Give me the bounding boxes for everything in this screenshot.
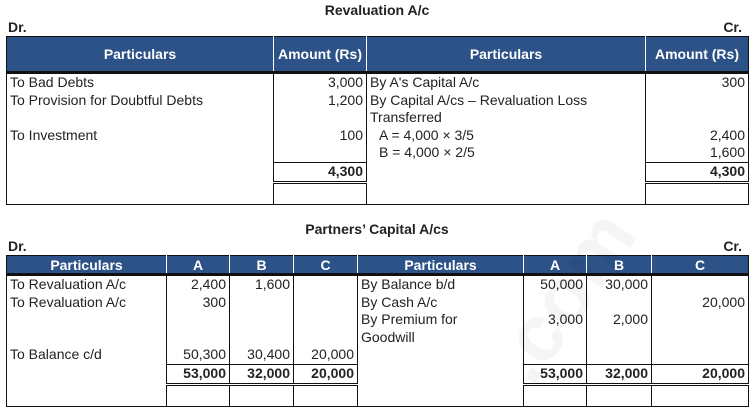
particulars-cell: By Capital A/cs – Revaluation Loss xyxy=(367,92,646,110)
revaluation-title: Revaluation A/c xyxy=(324,2,430,18)
amount-cell: 300 xyxy=(646,73,749,92)
amount-cell: 1,200 xyxy=(274,92,367,110)
amount-cell: 1,600 xyxy=(230,275,294,294)
totals-row xyxy=(7,364,749,384)
amount-cell: 20,000 xyxy=(652,364,749,384)
table-row xyxy=(7,294,749,312)
amount-cell xyxy=(587,346,652,364)
amount-cell: 50,300 xyxy=(167,346,230,364)
amount-cell xyxy=(652,346,749,364)
revaluation-dr-label: Dr. xyxy=(8,19,27,35)
particulars-cell xyxy=(358,364,524,384)
amount-cell: 3,000 xyxy=(524,311,587,329)
particulars-cell: To Revaluation A/c xyxy=(10,293,126,310)
amount-cell: 300 xyxy=(167,294,230,312)
particulars-cell xyxy=(7,384,167,406)
amount-cell xyxy=(652,311,749,329)
revaluation-header-2: Particulars xyxy=(367,37,646,73)
particulars-cell: By Balance b/d xyxy=(358,275,524,294)
table-row xyxy=(7,182,749,204)
amount-cell: 20,000 xyxy=(652,294,749,312)
amount-cell: 30,400 xyxy=(230,346,294,364)
revaluation-cr-label: Cr. xyxy=(723,19,742,35)
amount-cell: 3,000 xyxy=(274,73,367,92)
amount-cell xyxy=(230,294,294,312)
capital-cr-label: Cr. xyxy=(723,238,742,254)
table-row xyxy=(7,329,749,347)
particulars-cell: To Provision for Doubtful Debts xyxy=(10,91,203,108)
amount-cell: 32,000 xyxy=(587,364,652,384)
capital-dr-label: Dr. xyxy=(8,238,27,254)
table-row xyxy=(7,92,749,110)
amount-cell xyxy=(587,384,652,406)
table-row xyxy=(7,384,749,406)
revaluation-account-table xyxy=(6,36,749,205)
table-row xyxy=(7,109,749,127)
amount-cell: 32,000 xyxy=(230,364,294,384)
capital-header-6: B xyxy=(587,256,652,275)
amount-cell: 53,000 xyxy=(524,364,587,384)
particulars-cell: To Investment xyxy=(10,126,98,143)
particulars-cell: By Cash A/c xyxy=(358,294,524,312)
revaluation-header-0: Particulars xyxy=(7,37,274,73)
amount-cell xyxy=(646,182,749,204)
particulars-cell: To Balance c/d xyxy=(10,346,102,363)
amount-cell xyxy=(230,311,294,329)
table-row xyxy=(7,346,749,364)
amount-cell xyxy=(652,329,749,347)
amount-cell xyxy=(274,109,367,127)
particulars-cell: Goodwill xyxy=(358,329,524,347)
amount-cell xyxy=(294,329,358,347)
amount-cell xyxy=(294,275,358,294)
particulars-cell xyxy=(7,162,274,182)
particulars-cell xyxy=(7,311,167,329)
table-row xyxy=(7,311,749,329)
amount-cell xyxy=(294,311,358,329)
amount-cell: 100 xyxy=(274,127,367,145)
amount-cell xyxy=(167,311,230,329)
capital-header-1: A xyxy=(167,256,230,275)
amount-cell: 1,600 xyxy=(646,144,749,162)
amount-cell: 20,000 xyxy=(294,346,358,364)
amount-cell xyxy=(230,329,294,347)
particulars-cell: By A's Capital A/c xyxy=(367,73,646,92)
table-row xyxy=(7,127,749,145)
amount-cell: 30,000 xyxy=(587,275,652,294)
capital-header-0: Particulars xyxy=(7,256,167,275)
amount-cell xyxy=(652,384,749,406)
particulars-cell xyxy=(358,384,524,406)
amount-cell: 50,000 xyxy=(524,275,587,294)
revaluation-header-1: Amount (Rs) xyxy=(274,37,367,73)
capital-header-7: C xyxy=(652,256,749,275)
amount-cell xyxy=(294,294,358,312)
amount-cell: 20,000 xyxy=(294,364,358,384)
amount-cell: 2,400 xyxy=(646,127,749,145)
particulars-cell: To Revaluation A/c xyxy=(10,276,126,292)
particulars-cell: B = 4,000 × 2/5 xyxy=(367,144,646,162)
revaluation-header-3: Amount (Rs) xyxy=(646,37,749,73)
amount-cell xyxy=(167,384,230,406)
amount-cell: 4,300 xyxy=(646,162,749,182)
table-row xyxy=(7,275,749,294)
amount-cell: 2,000 xyxy=(587,311,652,329)
table-row xyxy=(7,73,749,92)
totals-row xyxy=(7,162,749,182)
particulars-cell xyxy=(7,329,167,347)
particulars-cell: To Bad Debts xyxy=(10,74,95,90)
amount-cell xyxy=(274,144,367,162)
particulars-cell xyxy=(367,162,646,182)
table-row xyxy=(7,144,749,162)
amount-cell xyxy=(652,275,749,294)
amount-cell xyxy=(646,92,749,110)
amount-cell xyxy=(294,384,358,406)
capital-header-5: A xyxy=(524,256,587,275)
particulars-cell xyxy=(367,182,646,204)
amount-cell xyxy=(274,182,367,204)
amount-cell xyxy=(646,109,749,127)
particulars-cell: Transferred xyxy=(367,109,646,127)
amount-cell: 2,400 xyxy=(167,275,230,294)
capital-header-4: Particulars xyxy=(358,256,524,275)
amount-cell: 53,000 xyxy=(167,364,230,384)
particulars-cell: A = 4,000 × 3/5 xyxy=(367,127,646,145)
amount-cell xyxy=(167,329,230,347)
amount-cell xyxy=(230,384,294,406)
capital-title: Partners’ Capital A/cs xyxy=(305,221,449,237)
particulars-cell xyxy=(7,109,274,127)
particulars-cell xyxy=(7,182,274,204)
partners-capital-table xyxy=(6,255,749,407)
particulars-cell xyxy=(7,364,167,384)
particulars-cell: By Premium for xyxy=(358,311,524,329)
capital-header-2: B xyxy=(230,256,294,275)
amount-cell xyxy=(587,329,652,347)
particulars-cell xyxy=(7,144,274,162)
amount-cell: 4,300 xyxy=(274,162,367,182)
capital-header-3: C xyxy=(294,256,358,275)
